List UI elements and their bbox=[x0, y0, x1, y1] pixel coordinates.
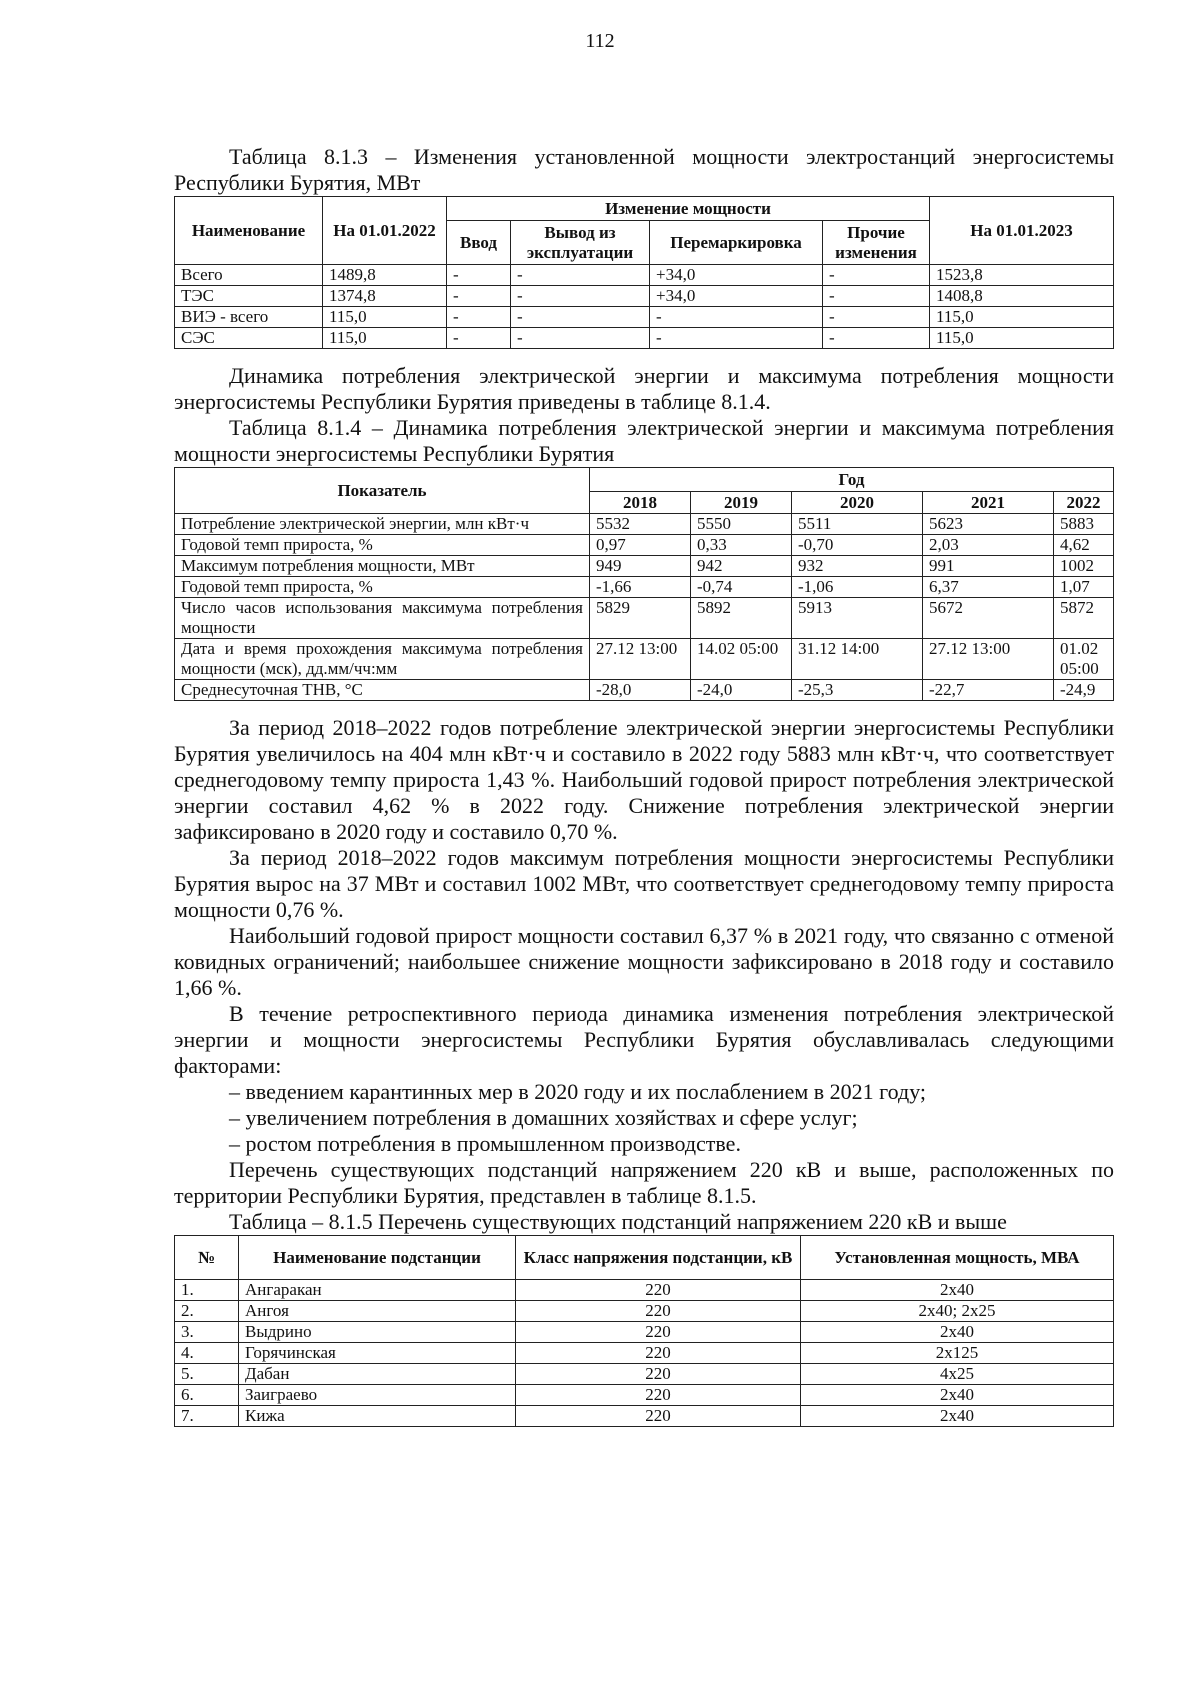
cell-substation: Ангоя bbox=[239, 1301, 516, 1322]
cell-voltage: 220 bbox=[516, 1301, 801, 1322]
col-header-num: № bbox=[175, 1236, 239, 1280]
page-content bbox=[174, 144, 1114, 1427]
cell-value: 01.02 05:00 bbox=[1054, 639, 1114, 680]
cell-decom: - bbox=[511, 286, 650, 307]
cell-remark: +34,0 bbox=[650, 286, 823, 307]
paragraph: В течение ретроспективного периода динамика изменения потребления электрической энергии и мощности энергосистемы Республики Бурятия обуславливалась следующими факторами: bbox=[174, 1001, 1114, 1078]
cell-value: -1,66 bbox=[590, 577, 691, 598]
cell-value: 27.12 13:00 bbox=[590, 639, 691, 680]
cell-start: 1374,8 bbox=[323, 286, 447, 307]
cell-value: -0,74 bbox=[691, 577, 792, 598]
table-8-1-4-caption: Таблица 8.1.4 – Динамика потребления электрической энергии и максимума потребления мощности энергосистемы Республики Бурятия bbox=[174, 415, 1114, 466]
col-header-year: Год bbox=[590, 468, 1114, 492]
paragraph-intro: Динамика потребления электрической энергии и максимума потребления мощности энергосистемы Республики Бурятия приведены в таблице 8.1.4. bbox=[174, 363, 1114, 414]
cell-substation: Кижа bbox=[239, 1406, 516, 1427]
cell-num: 1. bbox=[175, 1280, 239, 1301]
col-header-year-2022: 2022 bbox=[1054, 492, 1114, 514]
cell-value: 6,37 bbox=[923, 577, 1054, 598]
cell-num: 2. bbox=[175, 1301, 239, 1322]
table-row bbox=[175, 1406, 1114, 1427]
bullet-item: – введением карантинных мер в 2020 году и их послаблением в 2021 году; bbox=[229, 1079, 927, 1104]
cell-other: - bbox=[823, 265, 930, 286]
cell-other: - bbox=[823, 328, 930, 349]
cell-voltage: 220 bbox=[516, 1280, 801, 1301]
col-header-capacity: Установленная мощность, МВА bbox=[801, 1236, 1114, 1280]
table-row bbox=[175, 1280, 1114, 1301]
paragraph: За период 2018–2022 годов максимум потребления мощности энергосистемы Республики Бурятия вырос на 37 МВт и составил 1002 МВт, что соответствует среднегодовому темпу прироста мощности 0,76 %. bbox=[174, 845, 1114, 922]
cell-capacity: 2х40 bbox=[801, 1385, 1114, 1406]
table-8-1-3 bbox=[174, 196, 1114, 349]
cell-value: 991 bbox=[923, 556, 1054, 577]
cell-capacity: 2х40 bbox=[801, 1406, 1114, 1427]
cell-value: 1002 bbox=[1054, 556, 1114, 577]
cell-decom: - bbox=[511, 328, 650, 349]
table-row bbox=[175, 598, 1114, 639]
cell-value: 5550 bbox=[691, 514, 792, 535]
table-row bbox=[175, 639, 1114, 680]
col-header-input: Ввод bbox=[447, 221, 511, 265]
cell-input: - bbox=[447, 307, 511, 328]
cell-value: 5872 bbox=[1054, 598, 1114, 639]
col-header-substation: Наименование подстанции bbox=[239, 1236, 516, 1280]
table-row bbox=[175, 1385, 1114, 1406]
cell-value: 942 bbox=[691, 556, 792, 577]
cell-substation: Ангаракан bbox=[239, 1280, 516, 1301]
table-row bbox=[175, 1364, 1114, 1385]
cell-substation: Горячинская bbox=[239, 1343, 516, 1364]
cell-input: - bbox=[447, 265, 511, 286]
cell-num: 4. bbox=[175, 1343, 239, 1364]
cell-substation: Дабан bbox=[239, 1364, 516, 1385]
cell-value: 2,03 bbox=[923, 535, 1054, 556]
cell-name: Всего bbox=[175, 265, 323, 286]
table-row bbox=[175, 680, 1114, 701]
cell-voltage: 220 bbox=[516, 1343, 801, 1364]
bullet-item: – ростом потребления в промышленном производстве. bbox=[229, 1131, 741, 1156]
table-8-1-4 bbox=[174, 467, 1114, 701]
cell-substation: Заиграево bbox=[239, 1385, 516, 1406]
cell-value: 14.02 05:00 bbox=[691, 639, 792, 680]
table-row bbox=[175, 1301, 1114, 1322]
cell-end: 115,0 bbox=[930, 307, 1114, 328]
cell-value: 5883 bbox=[1054, 514, 1114, 535]
cell-value: -22,7 bbox=[923, 680, 1054, 701]
cell-capacity: 2х40 bbox=[801, 1322, 1114, 1343]
cell-value: 31.12 14:00 bbox=[792, 639, 923, 680]
cell-value: -24,9 bbox=[1054, 680, 1114, 701]
table-row bbox=[175, 328, 1114, 349]
cell-start: 1489,8 bbox=[323, 265, 447, 286]
cell-value: 5829 bbox=[590, 598, 691, 639]
cell-indicator: Максимум потребления мощности, МВт bbox=[175, 556, 590, 577]
col-header-year-2019: 2019 bbox=[691, 492, 792, 514]
table-row bbox=[175, 535, 1114, 556]
cell-value: 5623 bbox=[923, 514, 1054, 535]
table-row bbox=[175, 577, 1114, 598]
cell-num: 7. bbox=[175, 1406, 239, 1427]
cell-substation: Выдрино bbox=[239, 1322, 516, 1343]
cell-value: 5532 bbox=[590, 514, 691, 535]
cell-capacity: 2х40 bbox=[801, 1280, 1114, 1301]
cell-indicator: Число часов использования максимума потребления мощности bbox=[175, 598, 590, 639]
col-header-year-2018: 2018 bbox=[590, 492, 691, 514]
table-row bbox=[175, 1343, 1114, 1364]
cell-name: ТЭС bbox=[175, 286, 323, 307]
cell-name: ВИЭ - всего bbox=[175, 307, 323, 328]
cell-value: 4,62 bbox=[1054, 535, 1114, 556]
body-text bbox=[174, 715, 1114, 1235]
cell-other: - bbox=[823, 286, 930, 307]
cell-input: - bbox=[447, 328, 511, 349]
cell-voltage: 220 bbox=[516, 1364, 801, 1385]
cell-remark: +34,0 bbox=[650, 265, 823, 286]
paragraph: Наибольший годовой прирост мощности составил 6,37 % в 2021 году, что связанно с отменой ковидных ограничений; наибольшее снижение мощности зафиксировано в 2018 году и составило 1,66 %. bbox=[174, 923, 1114, 1000]
cell-voltage: 220 bbox=[516, 1385, 801, 1406]
col-header-year-2021: 2021 bbox=[923, 492, 1054, 514]
col-header-end: На 01.01.2023 bbox=[930, 197, 1114, 265]
cell-value: -28,0 bbox=[590, 680, 691, 701]
cell-value: 1,07 bbox=[1054, 577, 1114, 598]
col-header-name: Наименование bbox=[175, 197, 323, 265]
table-row bbox=[175, 1322, 1114, 1343]
cell-num: 3. bbox=[175, 1322, 239, 1343]
col-header-decommission: Вывод из эксплуатации bbox=[511, 221, 650, 265]
table-row bbox=[175, 307, 1114, 328]
cell-value: 5672 bbox=[923, 598, 1054, 639]
cell-start: 115,0 bbox=[323, 328, 447, 349]
cell-value: 27.12 13:00 bbox=[923, 639, 1054, 680]
cell-capacity: 2х125 bbox=[801, 1343, 1114, 1364]
paragraph: За период 2018–2022 годов потребление электрической энергии энергосистемы Республики Бурятия увеличилось на 404 млн кВт·ч и составило в 2022 году 5883 млн кВт·ч, что соответствует среднегодовому темпу прироста 1,43 %. Наибольший годовой прирост потребления электрической энергии составил 4,62 % в 2022 году. Снижение потребления электрической энергии зафиксировано в 2020 году и составило 0,70 %. bbox=[174, 715, 1114, 844]
cell-value: 5511 bbox=[792, 514, 923, 535]
cell-indicator: Годовой темп прироста, % bbox=[175, 577, 590, 598]
col-header-other: Прочие изменения bbox=[823, 221, 930, 265]
col-header-remarking: Перемаркировка bbox=[650, 221, 823, 265]
cell-end: 1523,8 bbox=[930, 265, 1114, 286]
cell-decom: - bbox=[511, 307, 650, 328]
paragraph-substations: Перечень существующих подстанций напряжением 220 кВ и выше, расположенных по территории Республики Бурятия, представлен в таблице 8.1.5. bbox=[174, 1157, 1114, 1208]
cell-other: - bbox=[823, 307, 930, 328]
table-row bbox=[175, 265, 1114, 286]
col-header-start: На 01.01.2022 bbox=[323, 197, 447, 265]
cell-num: 5. bbox=[175, 1364, 239, 1385]
cell-value: 0,33 bbox=[691, 535, 792, 556]
table-8-1-5 bbox=[174, 1235, 1114, 1427]
cell-indicator: Среднесуточная ТНВ, °С bbox=[175, 680, 590, 701]
cell-value: 949 bbox=[590, 556, 691, 577]
cell-end: 1408,8 bbox=[930, 286, 1114, 307]
cell-value: 5892 bbox=[691, 598, 792, 639]
cell-end: 115,0 bbox=[930, 328, 1114, 349]
cell-value: -24,0 bbox=[691, 680, 792, 701]
table-8-1-3-caption: Таблица 8.1.3 – Изменения установленной мощности электростанций энергосистемы Республики Бурятия, МВт bbox=[174, 144, 1114, 195]
page-number: 112 bbox=[585, 30, 615, 52]
bullet-item: – увеличением потребления в домашних хозяйствах и сфере услуг; bbox=[229, 1105, 858, 1130]
col-header-change-group: Изменение мощности bbox=[447, 197, 930, 221]
cell-start: 115,0 bbox=[323, 307, 447, 328]
cell-value: 5913 bbox=[792, 598, 923, 639]
cell-remark: - bbox=[650, 307, 823, 328]
col-header-year-2020: 2020 bbox=[792, 492, 923, 514]
cell-name: СЭС bbox=[175, 328, 323, 349]
table-8-1-5-caption: Таблица – 8.1.5 Перечень существующих подстанций напряжением 220 кВ и выше bbox=[229, 1209, 1007, 1234]
cell-capacity: 2х40; 2х25 bbox=[801, 1301, 1114, 1322]
table-row bbox=[175, 286, 1114, 307]
cell-indicator: Годовой темп прироста, % bbox=[175, 535, 590, 556]
cell-decom: - bbox=[511, 265, 650, 286]
cell-num: 6. bbox=[175, 1385, 239, 1406]
cell-remark: - bbox=[650, 328, 823, 349]
cell-value: -25,3 bbox=[792, 680, 923, 701]
cell-input: - bbox=[447, 286, 511, 307]
col-header-indicator: Показатель bbox=[175, 468, 590, 514]
cell-indicator: Дата и время прохождения максимума потребления мощности (мск), дд.мм/чч:мм bbox=[175, 639, 590, 680]
cell-value: 932 bbox=[792, 556, 923, 577]
cell-capacity: 4х25 bbox=[801, 1364, 1114, 1385]
col-header-voltage: Класс напряжения подстанции, кВ bbox=[516, 1236, 801, 1280]
cell-value: 0,97 bbox=[590, 535, 691, 556]
table-row bbox=[175, 514, 1114, 535]
cell-voltage: 220 bbox=[516, 1406, 801, 1427]
cell-voltage: 220 bbox=[516, 1322, 801, 1343]
cell-value: -1,06 bbox=[792, 577, 923, 598]
cell-indicator: Потребление электрической энергии, млн кВт·ч bbox=[175, 514, 590, 535]
cell-value: -0,70 bbox=[792, 535, 923, 556]
table-row bbox=[175, 556, 1114, 577]
